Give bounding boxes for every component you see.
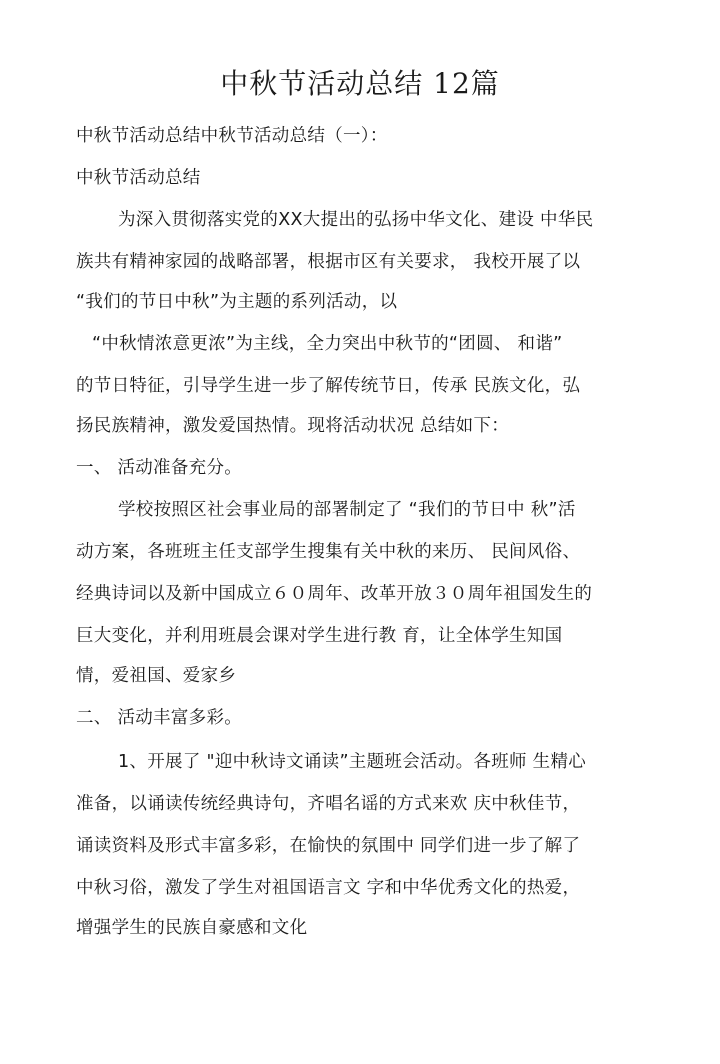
paragraph-line: “我们的节日中秋”为主题的系列活动，以	[76, 292, 398, 312]
paragraph-line: 扬民族精神，激发爱国热情。现将活动状况 总结如下：	[76, 416, 510, 436]
paragraph-line: 增强学生的民族自豪感和文化	[76, 918, 308, 938]
section-heading-2: 二、 活动丰富多彩。	[76, 708, 243, 728]
paragraph-line: 经典诗词以及新中国成立６０周年、改革开放３０周年祖国发生的	[76, 584, 593, 604]
section-heading-1: 一、 活动准备充分。	[76, 458, 243, 478]
paragraph-line: 巨大变化，并利用班晨会课对学生进行教 育，让全体学生知国	[76, 626, 563, 646]
paragraph-line: 学校按照区社会事业局的部署制定了 “我们的节日中 秋”活	[118, 500, 576, 520]
document-title: 中秋节活动总结 12篇	[220, 67, 500, 100]
document-subtitle: 中秋节活动总结中秋节活动总结（一）：	[76, 126, 388, 146]
paragraph-line: 中秋习俗，激发了学生对祖国语言文 字和中华优秀文化的热爱，	[76, 878, 581, 898]
paragraph-line: 族共有精神家园的战略部署，根据市区有关要求， 我校开展了以	[76, 252, 581, 272]
paragraph-line: 为深入贯彻落实党的XX大提出的弘扬中华文化、建设 中华民	[118, 210, 594, 230]
paragraph-line: 的节日特征，引导学生进一步了解传统节日，传承 民族文化，弘	[76, 376, 581, 396]
section-heading: 中秋节活动总结	[76, 168, 201, 188]
paragraph-line: 准备，以诵读传统经典诗句，齐唱名谣的方式来欢 庆中秋佳节，	[76, 794, 581, 814]
paragraph-line: “中秋情浓意更浓”为主线，全力突出中秋节的“团圆、 和谐”	[92, 334, 563, 354]
paragraph-line: 诵读资料及形式丰富多彩，在愉快的氛围中 同学们进一步了解了	[76, 836, 581, 856]
paragraph-line: 1、开展了 "迎中秋诗文诵读”主题班会活动。各班师 生精心	[118, 752, 587, 772]
paragraph-line: 情，爱祖国、爱家乡	[76, 666, 237, 686]
paragraph-line: 动方案，各班班主任支部学生搜集有关中秋的来历、 民间风俗、	[76, 542, 581, 562]
